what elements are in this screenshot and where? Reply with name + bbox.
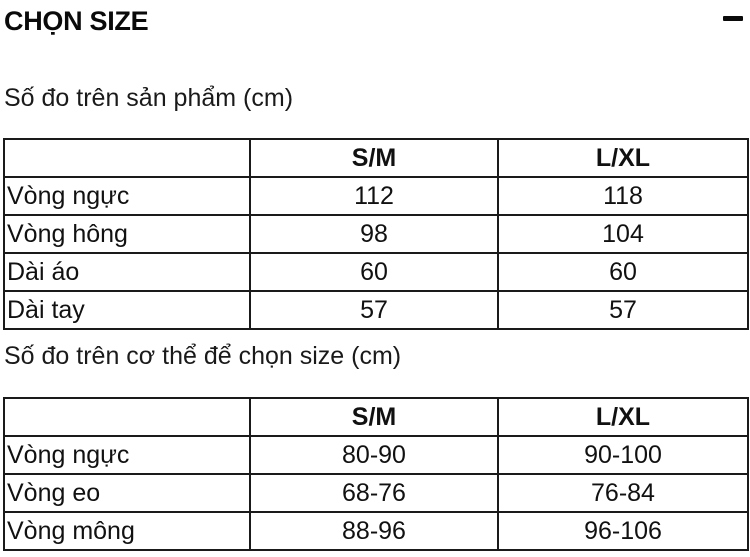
table-cell: 88-96	[250, 512, 498, 550]
column-header-sm: S/M	[250, 398, 498, 436]
table-cell: 104	[498, 215, 748, 253]
body-measurements-caption: Số đo trên cơ thể để chọn size (cm)	[4, 342, 402, 370]
row-label: Vòng eo	[4, 474, 250, 512]
collapse-button[interactable]	[723, 6, 747, 30]
table-row	[4, 177, 748, 215]
column-header-empty	[4, 139, 250, 177]
table-cell: 90-100	[498, 436, 748, 474]
table-row	[4, 436, 748, 474]
row-label: Dài áo	[4, 253, 250, 291]
table-header-row	[4, 398, 748, 436]
table-cell: 96-106	[498, 512, 748, 550]
table-cell: 57	[498, 291, 748, 329]
table-cell: 118	[498, 177, 748, 215]
column-header-lxl: L/XL	[498, 139, 748, 177]
row-label: Vòng mông	[4, 512, 250, 550]
table-header-row	[4, 139, 748, 177]
column-header-empty	[4, 398, 250, 436]
column-header-sm: S/M	[250, 139, 498, 177]
table-row	[4, 512, 748, 550]
table-cell: 60	[250, 253, 498, 291]
row-label: Vòng hông	[4, 215, 250, 253]
table-cell: 112	[250, 177, 498, 215]
row-label: Vòng ngực	[4, 177, 250, 215]
row-label: Vòng ngực	[4, 436, 250, 474]
table-row	[4, 474, 748, 512]
table-cell: 76-84	[498, 474, 748, 512]
table-cell: 80-90	[250, 436, 498, 474]
table-row	[4, 253, 748, 291]
size-guide-title: CHỌN SIZE	[4, 6, 149, 36]
table-cell: 68-76	[250, 474, 498, 512]
product-measurements-table	[3, 138, 749, 330]
row-label: Dài tay	[4, 291, 250, 329]
table-cell: 98	[250, 215, 498, 253]
body-measurements-table	[3, 397, 749, 551]
product-measurements-caption: Số đo trên sản phẩm (cm)	[4, 84, 294, 112]
column-header-lxl: L/XL	[498, 398, 748, 436]
table-row	[4, 291, 748, 329]
table-row	[4, 215, 748, 253]
table-cell: 60	[498, 253, 748, 291]
minus-icon[interactable]	[723, 16, 743, 21]
table-cell: 57	[250, 291, 498, 329]
size-guide-header[interactable]	[0, 0, 750, 46]
